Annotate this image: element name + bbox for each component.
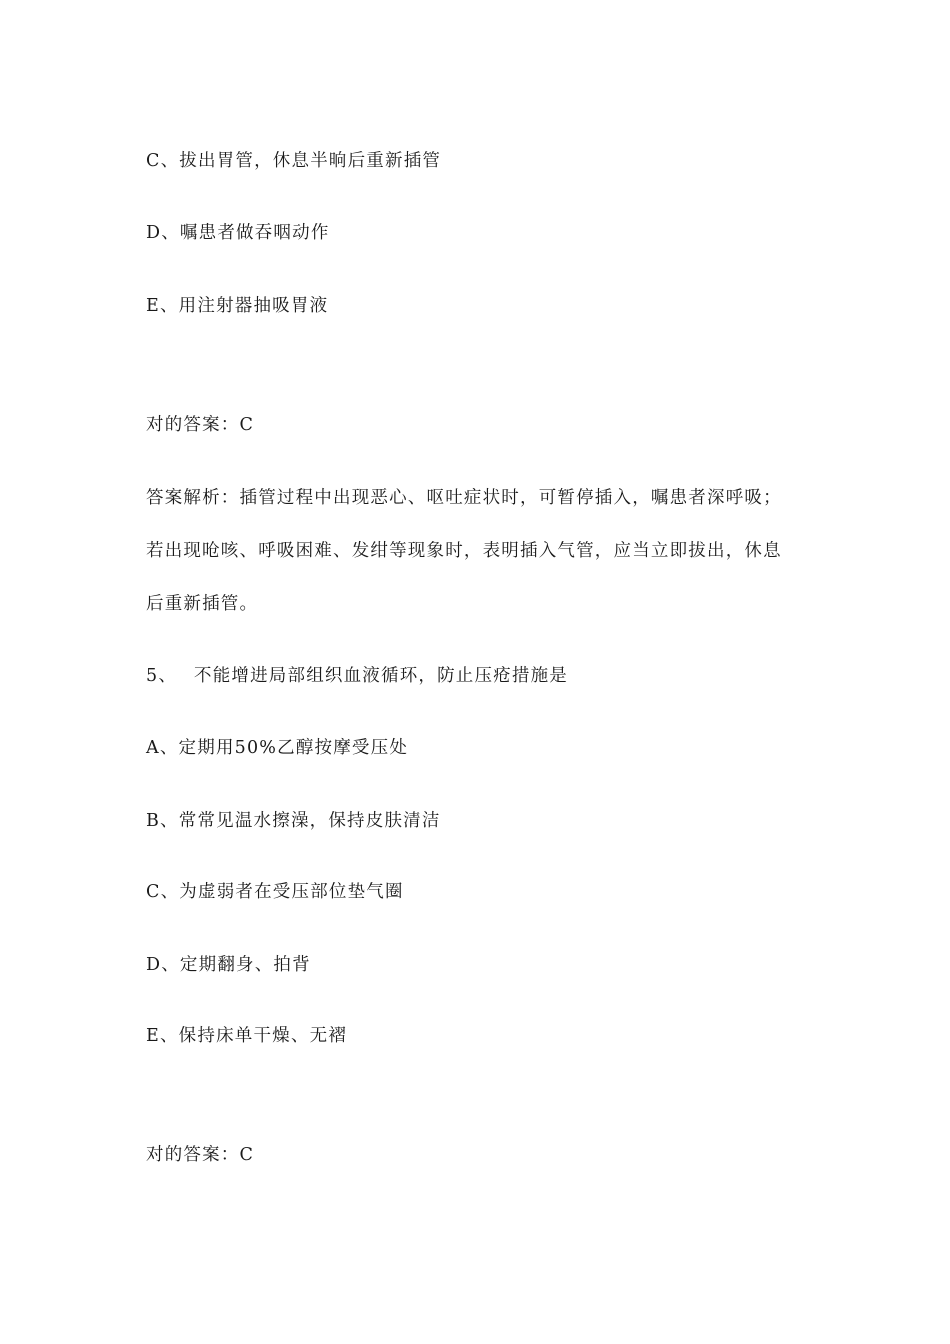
q5-option-c: C、为虚弱者在受压部位垫气圈 xyxy=(146,882,404,902)
question-text: 不能增进局部组织血液循环，防止压疮措施是 xyxy=(194,666,568,686)
q5-option-b: B、常常见温水擦澡，保持皮肤清洁 xyxy=(146,811,441,831)
q5-option-e: E、保持床单干燥、无褶 xyxy=(146,1026,347,1046)
question-5 xyxy=(146,664,568,688)
q5-option-a: A、定期用50%乙醇按摩受压处 xyxy=(146,738,409,758)
explanation-line-2: 若出现呛咳、呼吸困难、发绀等现象时，表明插入气管，应当立即拔出，休息 xyxy=(146,541,782,561)
explanation-line-1: 答案解析：插管过程中出现恶心、呕吐症状时，可暂停插入，嘱患者深呼吸； xyxy=(146,488,782,508)
q5-option-d: D、定期翻身、拍背 xyxy=(146,955,311,975)
option-c: C、拔出胃管，休息半晌后重新插管 xyxy=(146,151,442,171)
option-e: E、用注射器抽吸胃液 xyxy=(146,296,329,316)
q5-correct-answer: 对的答案：C xyxy=(146,1145,255,1165)
correct-answer: 对的答案：C xyxy=(146,415,255,435)
question-number: 5、 xyxy=(146,666,178,686)
explanation-line-3: 后重新插管。 xyxy=(146,594,259,614)
option-d: D、嘱患者做吞咽动作 xyxy=(146,223,330,243)
